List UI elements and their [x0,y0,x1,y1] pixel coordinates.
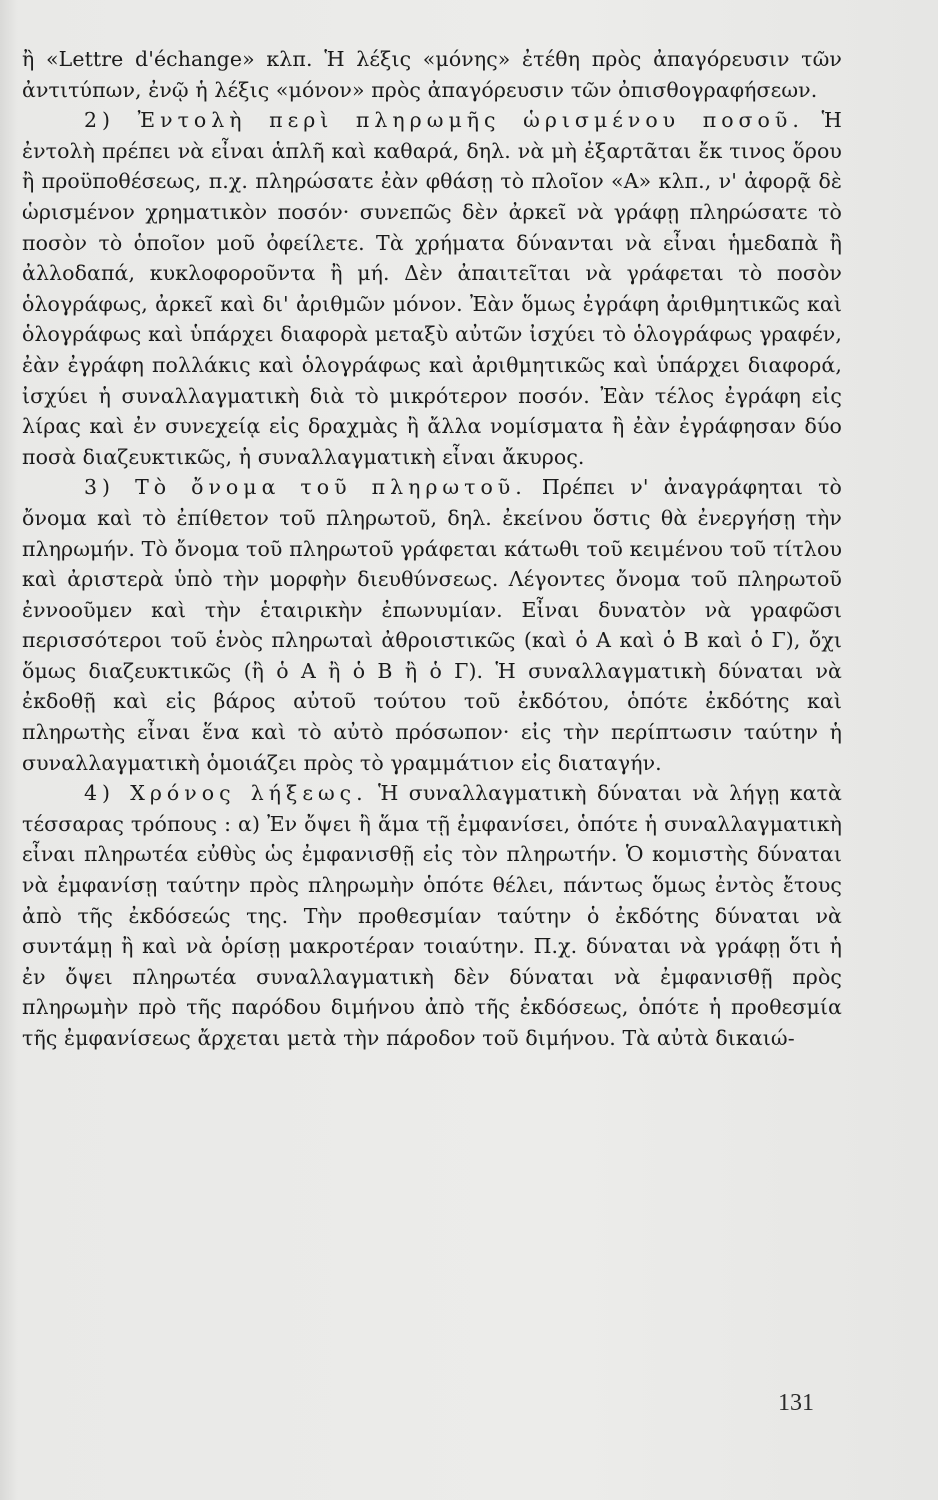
paragraph-payment-order [22,105,842,472]
section-heading: 2) Ἐντολὴ περὶ πληρωμῆς ὡρισμένου ποσοῦ. [84,108,804,133]
section-heading: 4) Χρόνος λήξεως. [84,781,368,806]
section-heading: 3) Τὸ ὄνομα τοῦ πληρωτοῦ. [84,475,527,500]
paragraph-continuation [22,44,842,105]
body-text [22,44,842,1054]
paragraph-text: ἢ «Lettre d'échange» κλπ. Ἡ λέξις «μόνης» ἐτέθη πρὸς ἀπαγόρευσιν τῶν ἀντιτύπων, ἐνῷ ἡ λέξις «μόνον» πρὸς ἀπαγόρευσιν τῶν ὀπισθογραφήσεων. [22,47,842,102]
paragraph-drawee-name [22,472,842,778]
paragraph-text: Ἡ συναλλαγματικὴ δύναται νὰ λήγῃ κατὰ τέσσαρας τρόπους : α) Ἐν ὄψει ἢ ἅμα τῇ ἐμφανίσει, ὁπότε ἡ συναλλαγματικὴ εἶναι πληρωτέα εὐθὺς ὡς ἐμφανισθῇ εἰς τὸν πληρωτήν. Ὁ κομιστὴς δύναται νὰ ἐμφανίσῃ ταύτην πρὸς πληρωμὴν ὁπότε θέλει, πάντως ὅμως ἐντὸς ἔτους ἀπὸ τῆς ἐκδόσεώς της. Τὴν προθεσμίαν ταύτην ὁ ἐκδότης δύναται νὰ συντάμῃ ἢ καὶ νὰ ὁρίσῃ μακροτέραν τοιαύτην. Π.χ. δύναται νὰ γράφῃ ὅτι ἡ ἐν ὄψει πληρωτέα συναλλαγματικὴ δὲν δύναται νὰ ἐμφανισθῇ πρὸς πληρωμὴν πρὸ τῆς παρόδου διμήνου ἀπὸ τῆς ἐκδόσεως, ὁπότε ἡ προθεσμία τῆς ἐμφανίσεως ἄρχεται μετὰ τὴν πάροδον τοῦ διμήνου. Τὰ αὐτὰ δικαιώ- [22,781,842,1050]
page-number: 131 [778,1390,814,1416]
paragraph-text: Πρέπει ν' ἀναγράφηται τὸ ὄνομα καὶ τὸ ἐπίθετον τοῦ πληρωτοῦ, δηλ. ἐκείνου ὅστις θὰ ἐνεργήσῃ τὴν πληρωμήν. Τὸ ὄνομα τοῦ πληρωτοῦ γράφεται κάτωθι τοῦ κειμένου τοῦ τίτλου καὶ ἀριστερὰ ὑπὸ τὴν μορφὴν διευθύνσεως. Λέγοντες ὄνομα τοῦ πληρωτοῦ ἐννοοῦμεν καὶ τὴν ἑταιρικὴν ἐπωνυμίαν. Εἶναι δυνατὸν νὰ γραφῶσι περισσότεροι τοῦ ἑνὸς πληρωταὶ ἀθροιστικῶς (καὶ ὁ Α καὶ ὁ Β καὶ ὁ Γ), ὄχι ὅμως διαζευκτικῶς (ἢ ὁ Α ἢ ὁ Β ἢ ὁ Γ). Ἡ συναλλαγματικὴ δύναται νὰ ἐκδοθῇ καὶ εἰς βάρος αὐτοῦ τούτου τοῦ ἐκδότου, ὁπότε ἐκδότης καὶ πληρωτὴς εἶναι ἕνα καὶ τὸ αὐτὸ πρόσωπον· εἰς τὴν περίπτωσιν ταύτην ἡ συναλλαγματικὴ ὁμοιάζει πρὸς τὸ γραμμάτιον εἰς διαταγήν. [22,475,842,775]
paragraph-text: Ἡ ἐντολὴ πρέπει νὰ εἶναι ἁπλῆ καὶ καθαρά, δηλ. νὰ μὴ ἐξαρτᾶται ἔκ τινος ὅρου ἢ προϋποθέσεως, π.χ. πληρώσατε ἐὰν φθάσῃ τὸ πλοῖον «Α» κλπ., ν' ἀφορᾷ δὲ ὡρισμένον χρηματικὸν ποσόν· συνεπῶς δὲν ἀρκεῖ νὰ γράφῃ πληρώσατε τὸ ποσὸν τὸ ὁποῖον μοῦ ὀφείλετε. Τὰ χρήματα δύνανται νὰ εἶναι ἡμεδαπὰ ἢ ἀλλοδαπά, κυκλοφοροῦντα ἢ μή. Δὲν ἀπαιτεῖται νὰ γράφεται τὸ ποσὸν ὁλογράφως, ἀρκεῖ καὶ δι' ἀριθμῶν μόνον. Ἐὰν ὅμως ἐγράφη ἀριθμητικῶς καὶ ὁλογράφως καὶ ὑπάρχει διαφορὰ μεταξὺ αὐτῶν ἰσχύει τὸ ὁλογράφως γραφέν, ἐὰν ἐγράφη πολλάκις καὶ ὁλογράφως καὶ ἀριθμητικῶς καὶ ὑπάρχει διαφορά, ἰσχύει ἡ συναλλαγματικὴ διὰ τὸ μικρότερον ποσόν. Ἐὰν τέλος ἐγράφη εἰς λίρας καὶ ἐν συνεχείᾳ εἰς δραχμὰς ἢ ἄλλα νομίσματα ἢ ἐὰν ἐγράφησαν δύο ποσὰ διαζευκτικῶς, ἡ συναλλαγματικὴ εἶναι ἄκυρος. [22,108,842,469]
paragraph-maturity [22,778,842,1053]
